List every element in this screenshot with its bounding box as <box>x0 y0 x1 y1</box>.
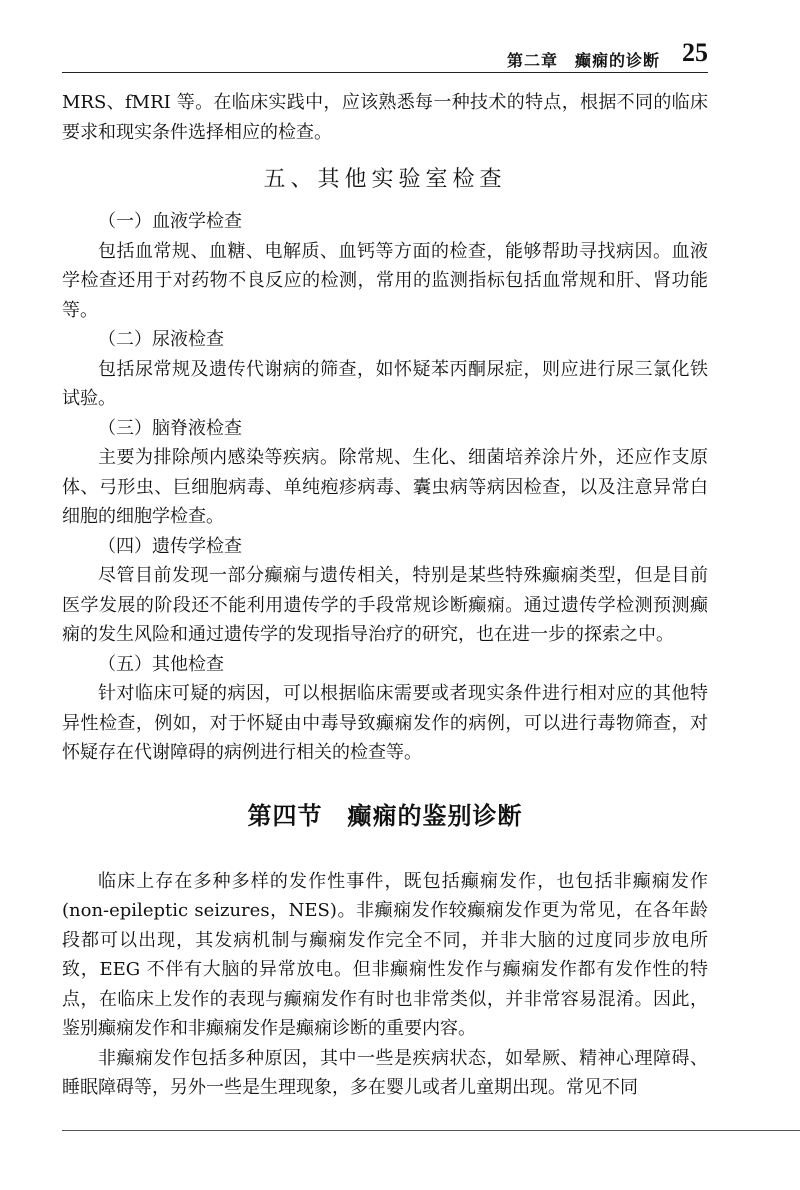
paragraph-other: 针对临床可疑的病因，可以根据临床需要或者现实条件进行相对应的其他特异性检查，例如，对于怀疑由中毒导致癫痫发作的病例，可以进行毒物筛查，对怀疑存在代谢障碍的病例进行相关的检查等。 <box>62 683 708 763</box>
footer-rule <box>62 1130 800 1131</box>
paragraph-differential-1: 临床上存在多种多样的发作性事件，既包括癫痫发作，也包括非癫痫发作(non-epileptic seizures，NES)。非癫痫发作较癫痫发作更为常见，在各年龄段都可以出现，其发病机制与癫痫发作完全不同，并非大脑的过度同步放电所致，EEG 不伴有大脑的异常放电。但非癫痫性发作与癫痫发作都有发作性的特点，在临床上发作的表现与癫痫发作有时也非常类似，并非常容易混淆。因此，鉴别癫痫发作和非癫痫发作是癫痫诊断的重要内容。 <box>62 870 708 1039</box>
chapter-title: 第二章 癫痫的诊断 <box>506 51 660 70</box>
subheading-blood: （一）血液学检查 <box>98 211 242 232</box>
section-heading-differential: 第四节 癫痫的鉴别诊断 <box>247 801 523 830</box>
subheading-other: （五）其他检查 <box>98 653 224 675</box>
section-heading-lab-tests: 五、其他实验室检查 <box>263 167 507 192</box>
paragraph-genetic: 尽管目前发现一部分癫痫与遗传相关，特别是某些特殊癫痫类型，但是目前医学发展的阶段还不能利用遗传学的手段常规诊断癫痫。通过遗传学检测预测癫痫的发生风险和通过遗传学的发现指导治疗的研究，也在进一步的探索之中。 <box>62 565 708 645</box>
paragraph-differential-2: 非癫痫发作包括多种原因，其中一些是疾病状态，如晕厥、精神心理障碍、睡眠障碍等，另外一些是生理现象，多在婴儿或者儿童期出现。常见不同 <box>62 1047 708 1098</box>
running-head <box>62 38 708 73</box>
paragraph-blood: 包括血常规、血糖、电解质、血钙等方面的检查，能够帮助寻找病因。血液学检查还用于对药物不良反应的检测，常用的监测指标包括血常规和肝、肾功能等。 <box>62 240 708 321</box>
page-body <box>62 88 708 1103</box>
subheading-genetic: （四）遗传学检查 <box>98 535 242 557</box>
subheading-csf: （三）脑脊液检查 <box>98 417 242 439</box>
paragraph-csf: 主要为排除颅内感染等疾病。除常规、生化、细菌培养涂片外，还应作支原体、弓形虫、巨细胞病毒、单纯疱疹病毒、囊虫病等病因检查，以及注意异常白细胞的细胞学检查。 <box>62 447 708 527</box>
subheading-urine: （二）尿液检查 <box>98 329 224 350</box>
paragraph-urine: 包括尿常规及遗传代谢病的筛查，如怀疑苯丙酮尿症，则应进行尿三氯化铁试验。 <box>62 358 708 409</box>
intro-paragraph: MRS、fMRI 等。在临床实践中，应该熟悉每一种技术的特点，根据不同的临床要求和现实条件选择相应的检查。 <box>62 92 708 143</box>
page-number: 25 <box>682 38 708 67</box>
